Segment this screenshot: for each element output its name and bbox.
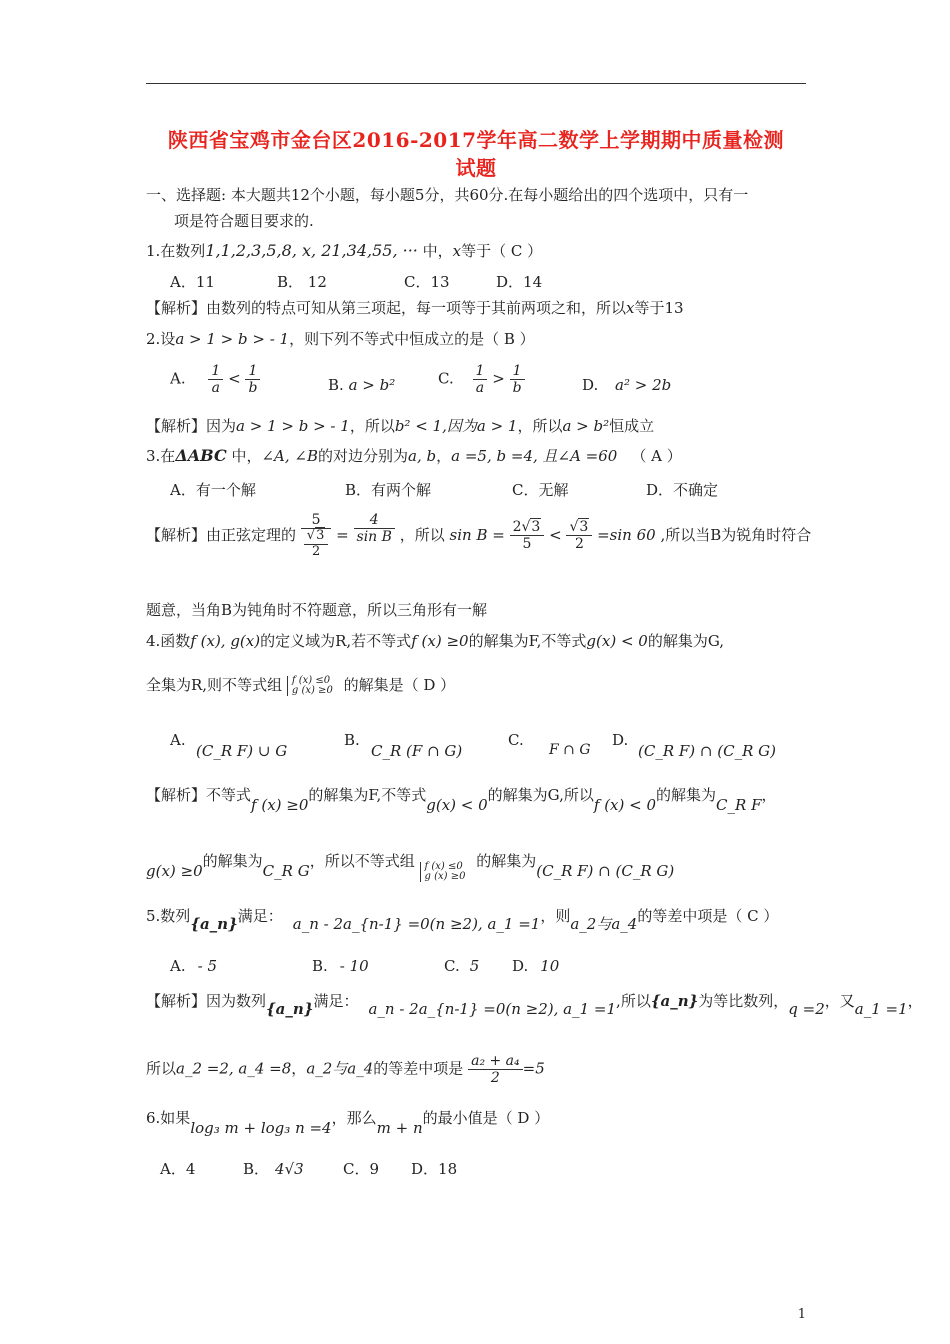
q3-analysis-2: ，所以	[399, 525, 445, 544]
q2-frac-1-a: $\frac{1}{a}$	[208, 363, 223, 396]
q2-option-d	[582, 376, 671, 394]
q5-analysis-line1	[146, 992, 923, 1018]
q5-option-d-label: D.	[512, 957, 529, 975]
q3-sine-rhs: $\frac{4}{\text{sin B}}$	[354, 512, 395, 545]
q4-analysis-line1	[146, 786, 777, 814]
q3-option-d: D．不确定	[646, 481, 719, 499]
q5-option-d-value: 10	[540, 957, 560, 975]
q2-condition: a > 1 > b > - 1	[175, 330, 290, 348]
q4-option-b	[344, 731, 360, 749]
q3-angles: ∠A, ∠B	[261, 447, 319, 465]
q3-triangle: ΔABC	[175, 446, 227, 465]
q2-suffix: ，则下列不等式中恒成立的是（ B ）	[289, 330, 535, 348]
q5-an1-c: ,所以	[616, 992, 651, 1010]
q5-an1-d: 为等比数列，	[698, 992, 789, 1010]
q5-an-seq: {a_n}	[266, 1000, 314, 1018]
q2-analysis-3: b² < 1,因为a > 1	[394, 417, 518, 435]
q2-option-a	[170, 363, 260, 396]
q5-an2-c: 的等差中项是	[373, 1059, 464, 1078]
q4-option-b-math: C_R (F ∩ G)	[371, 742, 463, 760]
q4-analysis-system	[420, 862, 466, 882]
q5-suffix: 的等差中项是（ C ）	[637, 907, 779, 925]
q2-gt: >	[492, 369, 505, 388]
q4-sys2: g (x) ≥0	[291, 685, 333, 696]
q5-an-seq2: {a_n}	[650, 992, 699, 1010]
q4-an2-d: 的解集为	[476, 852, 537, 870]
q3-lt: <	[549, 525, 562, 544]
q1-sequence: 1,1,2,3,5,8, x, 21,34,55, ···	[205, 241, 418, 260]
q5-ratio: q =2	[788, 1000, 825, 1018]
q4-option-c-label: C.	[508, 731, 524, 749]
q4-an1-m2: g(x) < 0	[426, 796, 488, 814]
q5-an2-b: ，	[291, 1059, 307, 1078]
q4-option-d-label: D.	[612, 731, 629, 749]
q3-stem	[146, 446, 682, 465]
q5-an1-e: ，又	[824, 992, 855, 1010]
q5-seq: {a_n}	[190, 915, 238, 933]
q5-option-a-value: - 5	[197, 957, 217, 975]
q4-stem-line2	[146, 676, 455, 696]
q1-prefix: 1.在数列	[146, 242, 206, 260]
q1-option-c: C．13	[404, 273, 450, 291]
q5-an1-f: ，	[907, 992, 923, 1010]
q2-analysis-4: ，所以	[517, 417, 563, 435]
q5-option-a	[170, 957, 217, 975]
q3-option-b: B．有两个解	[345, 481, 432, 499]
q5-terms: a_2与a_4	[570, 915, 638, 933]
q4-l2-b: 的解集是（ D ）	[343, 676, 456, 694]
q6-option-c: C．9	[343, 1160, 380, 1178]
q5-mid: 满足：	[237, 907, 283, 925]
q3-analysis-3: ,所以当B为锐角时符合	[660, 525, 812, 544]
q2-analysis-5: a > b²	[562, 417, 610, 435]
q6-condition: log₃ m + log₃ n =4	[190, 1119, 332, 1137]
q4-an1-m3: f (x) < 0	[593, 796, 657, 814]
q4-l2-a: 全集为R,则不等式组	[146, 676, 283, 694]
q4-ineq1: f (x) ≥0	[411, 632, 469, 650]
q1-mid: 中，	[417, 242, 453, 260]
q2-option-b	[328, 376, 395, 394]
q3-sine-lhs: $\frac{5}{\frac{√3}{2}}$	[301, 512, 332, 560]
q1-option-b: B． 12	[277, 273, 327, 291]
q3-mid2: 的对边分别为	[318, 447, 409, 465]
q1-suffix: 等于（ C ）	[461, 242, 543, 260]
q4-an1-a: 【解析】不等式	[146, 786, 252, 804]
q5-an2-m2: a_2与a_4	[306, 1059, 374, 1078]
q6-suffix: 的最小值是（ D ）	[422, 1109, 550, 1127]
q5-analysis-line2	[146, 1053, 545, 1086]
q2-lt: <	[228, 369, 241, 388]
q2-option-a-label: A.	[170, 369, 186, 388]
doc-title-line2: 试题	[455, 156, 497, 180]
section-heading-line1: 一、选择题: 本大题共12个小题，每小题5分，共60分.在每小题给出的四个选项中，只有一	[146, 186, 749, 204]
q4-an-sys1: f (x) ≤0	[424, 861, 463, 872]
q4-option-c	[508, 731, 524, 749]
q2-option-d-math: a² > 2b	[615, 376, 672, 394]
q5-a1: a_1 =1	[854, 1000, 908, 1018]
q4-an1-m4: C_R F	[716, 796, 762, 814]
q3-sqrt3-over-2: $\frac{√3}{2}$	[566, 519, 592, 552]
q5-an2-m: a_2 =2, a_4 =8	[176, 1059, 292, 1078]
q4-an1-c: 的解集为G,所以	[487, 786, 594, 804]
q2-prefix: 2.设	[146, 330, 176, 348]
q6-option-b-label: B．	[243, 1160, 270, 1178]
q6-option-b	[243, 1160, 304, 1178]
q5-an-recur: a_n - 2a_{n-1} =0(n ≥2), a_1 =1	[368, 1000, 617, 1018]
q4-an-sys2: g (x) ≥0	[424, 871, 466, 882]
q4-l1-b: 的定义域为R,若不等式	[260, 632, 412, 650]
doc-title-line1: 陕西省宝鸡市金台区2016-2017学年高二数学上学期期中质量检测	[167, 128, 785, 152]
q4-sys1: f (x) ≤0	[291, 675, 331, 686]
section-heading-line2: 项是符合题目要求的.	[174, 212, 314, 230]
q4-an1-d: 的解集为	[656, 786, 717, 804]
q3-sinb-value: $\frac{2√3}{5}$	[510, 519, 545, 552]
q6-option-d: D．18	[411, 1160, 458, 1178]
q4-an2-m3: (C_R F) ∩ (C_R G)	[536, 862, 675, 880]
q3-analysis-line2: 题意，当角B为钝角时不符题意，所以三角形有一解	[146, 601, 488, 619]
q3-suffix: （ A ）	[631, 447, 682, 465]
q1-stem	[146, 241, 542, 260]
q1-var: x	[452, 242, 462, 260]
q4-an2-b: 的解集为	[202, 852, 263, 870]
header-rule	[146, 83, 806, 84]
q2-analysis-6: 恒成立	[609, 417, 655, 435]
q5-option-c	[444, 957, 479, 975]
q6-option-b-math: 4√3	[275, 1160, 304, 1178]
q4-funcs: f (x), g(x)	[190, 632, 261, 650]
q4-l1-a: 4.函数	[146, 632, 191, 650]
q3-given: a =5, b =4, 且∠A =60	[451, 447, 618, 465]
q5-option-b-value: - 10	[339, 957, 369, 975]
q2-frac-1-a-c: $\frac{1}{a}$	[473, 363, 488, 396]
q5-an1-b: 满足：	[313, 992, 359, 1010]
q5-midpoint-frac: $\frac{\text{a₂ + a₄}}{2}$	[468, 1053, 523, 1086]
q2-analysis-1: 【解析】因为	[146, 417, 237, 435]
q2-analysis-2: ，所以	[349, 417, 395, 435]
q2-option-c	[438, 363, 525, 396]
q6-stem	[146, 1109, 550, 1137]
q6-expr: m + n	[376, 1119, 423, 1137]
q5-option-c-value: 5	[469, 957, 480, 975]
q3-analysis	[146, 512, 811, 560]
q4-an2-m: g(x) ≥0	[146, 862, 203, 880]
q5-recur: a_n - 2a_{n-1} =0(n ≥2), a_1 =1	[292, 915, 541, 933]
q6-option-a: A．4	[160, 1160, 196, 1178]
q4-option-c-math: F ∩ G	[549, 742, 591, 758]
q4-option-a	[170, 731, 186, 749]
q3-eq: =	[336, 525, 349, 544]
q6-prefix: 6.如果	[146, 1109, 191, 1127]
q4-option-d-math: (C_R F) ∩ (C_R G)	[638, 742, 776, 760]
q4-an1-e: ，	[761, 786, 777, 804]
q5-prefix: 5.数列	[146, 907, 191, 925]
q3-analysis-1: 【解析】由正弦定理的	[146, 525, 297, 544]
q2-analysis	[146, 417, 654, 435]
q4-l1-c: 的解集为F,不等式	[468, 632, 587, 650]
q1-analysis	[146, 299, 684, 317]
q2-option-b-math: a > b²	[348, 376, 396, 394]
q3-prefix: 3.在	[146, 447, 176, 465]
q3-option-c: C．无解	[512, 481, 569, 499]
q2-option-c-label: C.	[438, 369, 454, 388]
q5-option-b-label: B.	[312, 957, 328, 975]
q5-option-b	[312, 957, 369, 975]
q5-midpoint-value: =5	[522, 1059, 545, 1078]
q1-option-d: D．14	[496, 273, 543, 291]
q5-stem	[146, 907, 779, 933]
q4-ineq2: g(x) < 0	[586, 632, 648, 650]
q1-analysis-var: x	[626, 299, 635, 317]
q2-option-d-label: D.	[582, 376, 599, 394]
q4-an2-c: ，所以不等式组	[309, 852, 415, 870]
q5-an2-a: 所以	[146, 1059, 177, 1078]
q1-option-a: A．11	[170, 273, 215, 291]
q3-option-a: A．有一个解	[170, 481, 256, 499]
q5-an1-a: 【解析】因为数列	[146, 992, 267, 1010]
q4-stem-line1	[146, 632, 724, 650]
q4-an2-m2: C_R G	[262, 862, 310, 880]
q4-option-a-math: (C_R F) ∪ G	[196, 742, 288, 760]
q5-mid2: ，则	[540, 907, 571, 925]
q4-option-b-label: B.	[344, 731, 360, 749]
q3-mid3: ，	[436, 447, 452, 465]
q4-system	[287, 676, 333, 696]
q4-an1-m: f (x) ≥0	[251, 796, 309, 814]
q2-frac-1-b: $\frac{1}{b}$	[245, 363, 260, 396]
q5-option-c-label: C.	[444, 957, 460, 975]
q3-sinb: sin B =	[449, 525, 505, 544]
q1-analysis-tail: 等于13	[634, 299, 684, 317]
q2-option-b-label: B.	[328, 376, 344, 394]
q2-stem	[146, 330, 535, 348]
q2-frac-1-b-c: $\frac{1}{b}$	[510, 363, 525, 396]
q5-option-a-label: A.	[170, 957, 186, 975]
q1-analysis-text: 【解析】由数列的特点可知从第三项起，每一项等于其前两项之和，所以	[146, 299, 627, 317]
q3-mid: 中，	[226, 447, 262, 465]
q4-analysis-line2	[146, 852, 675, 882]
q4-option-a-label: A.	[170, 731, 186, 749]
q4-an1-b: 的解集为F,不等式	[308, 786, 427, 804]
q3-sides: a, b	[408, 447, 437, 465]
q6-mid: ，那么	[331, 1109, 377, 1127]
q4-option-d	[612, 731, 628, 749]
q5-option-d	[512, 957, 559, 975]
q2-analysis-cond: a > 1 > b > - 1	[236, 417, 350, 435]
q3-sin60: =sin 60	[597, 525, 656, 544]
page-number: 1	[797, 1307, 806, 1322]
q4-l1-d: 的解集为G,	[647, 632, 725, 650]
